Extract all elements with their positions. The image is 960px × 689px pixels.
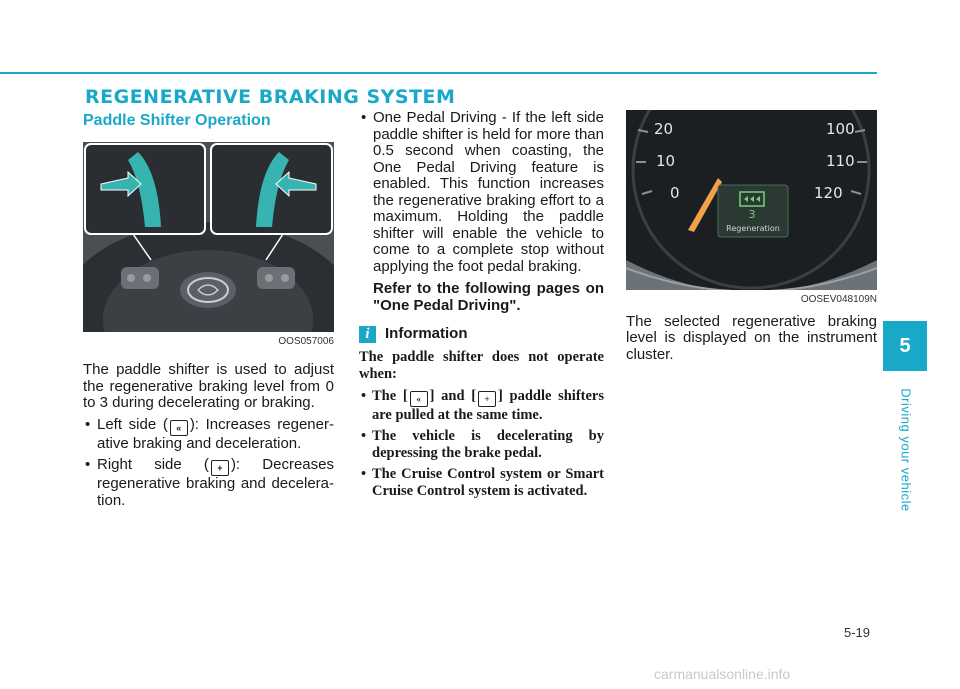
one-pedal-bullets [359, 110, 604, 275]
information-body [359, 349, 604, 500]
gauge-label: 10 [656, 152, 676, 170]
info-bullets [359, 388, 604, 500]
regen-label: Regeneration [726, 224, 780, 233]
gauge-label: 100 [826, 120, 855, 138]
right-paddle-icon: + [478, 391, 496, 407]
list-item: • The Cruise Control system or Smart Cruise Control system is activated. [359, 466, 604, 500]
gauge-label: 110 [826, 152, 855, 170]
steering-wheel-illustration [83, 142, 334, 332]
chapter-number-tab: 5 [883, 321, 927, 371]
paddle-shifter-figure [83, 142, 334, 332]
information-heading: i Information [359, 326, 604, 343]
paddle-intro-paragraph: The paddle shifter is used to adjust the regenerative braking level from 0 to 3 during decelerating or braking. [83, 361, 334, 411]
info-icon: i [359, 326, 376, 343]
gauge-label: 20 [654, 120, 674, 138]
info-intro: The paddle shifter does not operate when: [359, 349, 604, 382]
column-2 [359, 110, 604, 504]
gauge-label: 120 [814, 184, 843, 202]
list-item: • The vehicle is decelerating by depressing the brake pedal. [359, 428, 604, 462]
gauge-label: 0 [670, 184, 680, 202]
left-paddle-icon: « [410, 391, 428, 407]
left-paddle-icon: « [170, 420, 188, 436]
cluster-paragraph: The selected regenerative braking level is displayed on the instrument cluster. [626, 312, 877, 363]
list-item: • One Pedal Driving - If the left side paddle shifter is held for more than 0.5 second when coasting, the One Pedal Driving feature is enabled. This function increases the regenerative braking effort to a maximum. Holding the paddle shifter will enable the vehicle to come to a complete stop without applying the foot pedal braking. [359, 110, 604, 275]
paddle-bullets [83, 417, 334, 510]
list-item: • Right side ( + ): Decreases regenerative braking and decelera-tion. [83, 457, 334, 509]
column-1 [83, 110, 334, 514]
figure-caption: OOS057006 [278, 335, 334, 347]
page-number: 5-19 [844, 625, 871, 640]
watermark: carmanualsonline.info [654, 666, 791, 682]
refer-note: Refer to the following pages on "One Pedal Driving". [373, 280, 604, 314]
column-3 [626, 110, 877, 363]
instrument-cluster-illustration [626, 110, 877, 290]
section-title: REGENERATIVE BRAKING SYSTEM [85, 86, 456, 108]
top-rule [0, 72, 877, 74]
right-paddle-icon: + [211, 460, 229, 476]
list-item: • Left side ( « ): Increases regener-ative braking and deceleration. [83, 417, 334, 453]
regen-level: 3 [748, 208, 756, 221]
chapter-title: Driving your vehicle [898, 388, 914, 512]
figure-caption: OOSEV048109N [800, 294, 877, 305]
list-item: • The [ « ] and [ + ] paddle shifters are pulled at the same time. [359, 388, 604, 424]
subheading-paddle-shifter: Paddle Shifter Operation [83, 112, 271, 129]
instrument-cluster-figure [626, 110, 877, 290]
